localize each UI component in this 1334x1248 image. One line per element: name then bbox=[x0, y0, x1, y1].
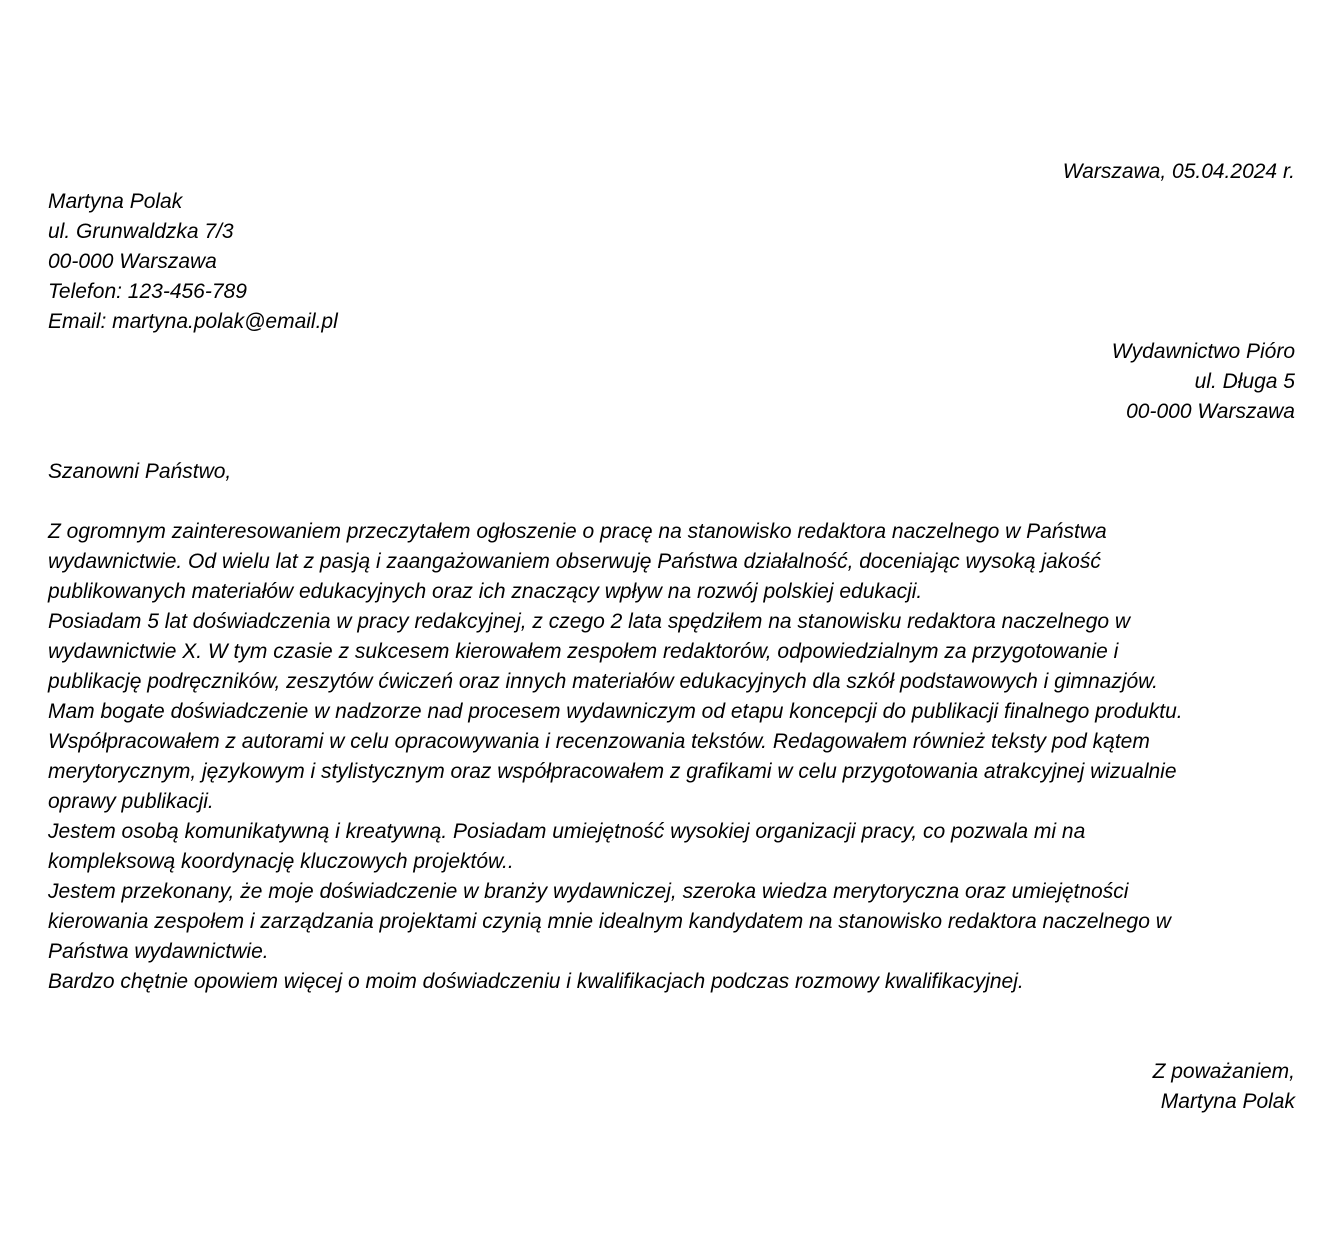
body-line: merytorycznym, językowym i stylistycznym oraz współpracowałem z grafikami w celu przygotowania atrakcyjnej wizualnie bbox=[48, 760, 1177, 783]
recipient-street: ul. Długa 5 bbox=[1194, 370, 1295, 393]
letter-body bbox=[48, 517, 1295, 997]
closing-phrase: Z poważaniem, bbox=[1152, 1060, 1295, 1083]
body-line: kompleksową koordynację kluczowych projektów.. bbox=[48, 850, 514, 873]
date-place-line: Warszawa, 05.04.2024 r. bbox=[1062, 160, 1295, 183]
signature-name: Martyna Polak bbox=[1160, 1090, 1295, 1113]
spacer bbox=[48, 997, 1295, 1057]
body-line: Z ogromnym zainteresowaniem przeczytałem ogłoszenie o pracę na stanowisko redaktora naczelnego w Państwa bbox=[48, 520, 1107, 543]
body-line: Bardzo chętnie opowiem więcej o moim doświadczeniu i kwalifikacjach podczas rozmowy kwalifikacyjnej. bbox=[48, 970, 1024, 993]
body-line: Państwa wydawnictwie. bbox=[48, 940, 269, 963]
body-line: Mam bogate doświadczenie w nadzorze nad procesem wydawniczym od etapu koncepcji do publikacji finalnego produktu. bbox=[48, 700, 1183, 723]
recipient-city: 00-000 Warszawa bbox=[1126, 400, 1295, 423]
sender-email: Email: martyna.polak@email.pl bbox=[48, 310, 338, 333]
sender-city: 00-000 Warszawa bbox=[48, 250, 217, 273]
sender-phone: Telefon: 123-456-789 bbox=[48, 280, 247, 303]
sender-name: Martyna Polak bbox=[48, 190, 183, 213]
sender-street: ul. Grunwaldzka 7/3 bbox=[48, 220, 234, 243]
spacer bbox=[48, 487, 1295, 517]
body-line: kierowania zespołem i zarządzania projektami czynią mnie idealnym kandydatem na stanowisko redaktora naczelnego w bbox=[48, 910, 1171, 933]
recipient-name: Wydawnictwo Pióro bbox=[1111, 340, 1295, 363]
salutation: Szanowni Państwo, bbox=[48, 460, 232, 483]
closing-block bbox=[48, 1057, 1295, 1117]
recipient-address bbox=[48, 337, 1295, 427]
body-line: wydawnictwie. Od wielu lat z pasją i zaangażowaniem obserwuję Państwa działalność, doceniając wysoką jakość bbox=[48, 550, 1101, 573]
body-line: wydawnictwie X. W tym czasie z sukcesem kierowałem zespołem redaktorów, odpowiedzialnym za przygotowanie i bbox=[48, 640, 1119, 663]
body-line: publikowanych materiałów edukacyjnych oraz ich znaczący wpływ na rozwój polskiej edukacji. bbox=[48, 580, 923, 603]
body-line: Jestem osobą komunikatywną i kreatywną. Posiadam umiejętność wysokiej organizacji pracy, co pozwala mi na bbox=[48, 820, 1086, 843]
body-line: publikację podręczników, zeszytów ćwiczeń oraz innych materiałów edukacyjnych dla szkół podstawowych i gimnazjów. bbox=[48, 670, 1159, 693]
sender-address bbox=[48, 187, 1295, 337]
body-line: oprawy publikacji. bbox=[48, 790, 214, 813]
body-line: Jestem przekonany, że moje doświadczenie w branży wydawniczej, szeroka wiedza merytoryczna oraz umiejętności bbox=[48, 880, 1129, 903]
spacer bbox=[48, 427, 1295, 457]
body-line: Posiadam 5 lat doświadczenia w pracy redakcyjnej, z czego 2 lata spędziłem na stanowisku redaktora naczelnego w bbox=[48, 610, 1131, 633]
letter-page bbox=[48, 157, 1295, 1117]
body-line: Współpracowałem z autorami w celu opracowywania i recenzowania tekstów. Redagowałem również teksty pod kątem bbox=[48, 730, 1150, 753]
